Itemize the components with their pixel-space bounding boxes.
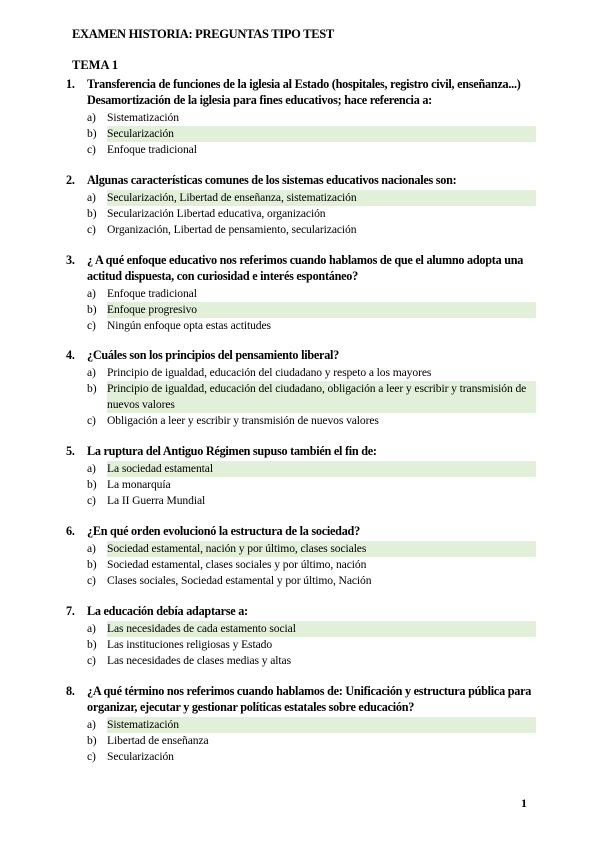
option-letter: c) — [87, 223, 96, 236]
question-1 — [66, 76, 536, 158]
option-text: La II Guerra Mundial — [107, 494, 206, 507]
option-letter: a) — [87, 622, 96, 635]
question-number: 8. — [66, 684, 75, 698]
option-letter: b) — [87, 382, 97, 395]
option-b — [87, 477, 536, 493]
option-a-correct — [87, 717, 536, 733]
question-number: 7. — [66, 604, 75, 618]
option-text: Obligación a leer y escribir y transmisión de nuevos valores — [107, 414, 379, 427]
question-text: Algunas características comunes de los sistemas educativos nacionales son: — [87, 173, 457, 187]
question-number: 2. — [66, 173, 75, 187]
option-letter: c) — [87, 414, 96, 427]
question-number: 5. — [66, 444, 75, 458]
option-letter: a) — [87, 718, 96, 731]
question-text: ¿Cuáles son los principios del pensamiento liberal? — [87, 348, 340, 362]
option-a-correct — [87, 541, 536, 557]
option-text: Organización, Libertad de pensamiento, secularización — [107, 223, 357, 236]
option-b — [87, 637, 536, 653]
option-b — [87, 733, 536, 749]
question-text: ¿ A qué enfoque educativo nos referimos cuando hablamos de que el alumno adopta una actitud dispuesta, con curiosidad e interés espontáneo? — [87, 253, 524, 283]
option-text: Principio de igualdad, educación del ciudadano y respeto a los mayores — [107, 366, 432, 379]
question-text: ¿A qué término nos referimos cuando hablamos de: Unificación y estructura pública para organizar, ejecutar y gestionar políticas estatales sobre educación? — [87, 684, 532, 714]
option-letter: c) — [87, 750, 96, 763]
option-letter: b) — [87, 303, 97, 316]
option-letter: b) — [87, 638, 97, 651]
option-text: La monarquía — [107, 478, 171, 491]
option-letter: a) — [87, 366, 96, 379]
question-text: La educación debía adaptarse a: — [87, 604, 248, 618]
option-text: Las necesidades de cada estamento social — [107, 621, 536, 637]
question-7 — [66, 603, 536, 669]
option-text: Sociedad estamental, nación y por último, clases sociales — [107, 541, 536, 557]
question-number: 6. — [66, 524, 75, 538]
question-number: 4. — [66, 348, 75, 362]
question-2 — [66, 172, 536, 238]
question-number: 1. — [66, 77, 75, 91]
option-a-correct — [87, 190, 536, 206]
option-text: Las necesidades de clases medias y altas — [107, 654, 292, 667]
question-4 — [66, 347, 536, 429]
option-b-correct — [87, 126, 536, 142]
option-letter: b) — [87, 207, 97, 220]
question-number: 3. — [66, 253, 75, 267]
option-letter: c) — [87, 654, 96, 667]
option-letter: c) — [87, 319, 96, 332]
option-text: Secularización, Libertad de enseñanza, sistematización — [107, 190, 536, 206]
option-letter: a) — [87, 462, 96, 475]
option-letter: a) — [87, 542, 96, 555]
option-c — [87, 493, 536, 509]
option-letter: c) — [87, 494, 96, 507]
section-heading: TEMA 1 — [72, 58, 119, 72]
option-c — [87, 142, 536, 158]
option-c — [87, 653, 536, 669]
page-number: 1 — [521, 796, 527, 810]
option-letter: b) — [87, 734, 97, 747]
option-text: Ningún enfoque opta estas actitudes — [107, 319, 271, 332]
option-b — [87, 206, 536, 222]
option-text: Secularización — [107, 126, 536, 142]
option-a — [87, 110, 536, 126]
option-b — [87, 557, 536, 573]
option-c — [87, 573, 536, 589]
option-c — [87, 222, 536, 238]
option-letter: b) — [87, 478, 97, 491]
option-letter: b) — [87, 558, 97, 571]
option-b-correct — [87, 302, 536, 318]
question-text: Transferencia de funciones de la iglesia al Estado (hospitales, registro civil, enseñanza...) Desamortización de la iglesia para fines educativos; hace referencia a: — [87, 77, 521, 107]
option-text: Principio de igualdad, educación del ciudadano, obligación a leer y escribir y transmisión de nuevos valores — [107, 381, 536, 413]
option-c — [87, 318, 536, 334]
question-text: La ruptura del Antiguo Régimen supuso también el fin de: — [87, 444, 377, 458]
option-text: La sociedad estamental — [107, 461, 536, 477]
option-text: Secularización Libertad educativa, organización — [107, 207, 326, 220]
question-8 — [66, 683, 536, 765]
option-a-correct — [87, 621, 536, 637]
question-5 — [66, 443, 536, 509]
option-text: Libertad de enseñanza — [107, 734, 209, 747]
option-letter: a) — [87, 111, 96, 124]
option-text: Sociedad estamental, clases sociales y por último, nación — [107, 558, 367, 571]
question-text: ¿En qué orden evolucionó la estructura de la sociedad? — [87, 524, 360, 538]
option-letter: a) — [87, 191, 96, 204]
option-text: Enfoque progresivo — [107, 302, 536, 318]
page-title: EXAMEN HISTORIA: PREGUNTAS TIPO TEST — [72, 27, 334, 41]
option-letter: b) — [87, 127, 97, 140]
option-letter: c) — [87, 143, 96, 156]
option-text: Sistematización — [107, 111, 179, 124]
option-text: Enfoque tradicional — [107, 287, 197, 300]
option-text: Clases sociales, Sociedad estamental y por último, Nación — [107, 574, 372, 587]
question-3 — [66, 252, 536, 334]
option-text: Sistematización — [107, 717, 536, 733]
option-a — [87, 365, 536, 381]
option-c — [87, 413, 536, 429]
option-text: Secularización — [107, 750, 174, 763]
option-a-correct — [87, 461, 536, 477]
option-text: Las instituciones religiosas y Estado — [107, 638, 273, 651]
option-c — [87, 749, 536, 765]
option-b-correct — [87, 381, 536, 413]
option-text: Enfoque tradicional — [107, 143, 197, 156]
question-6 — [66, 523, 536, 589]
option-letter: a) — [87, 287, 96, 300]
option-letter: c) — [87, 574, 96, 587]
option-a — [87, 286, 536, 302]
